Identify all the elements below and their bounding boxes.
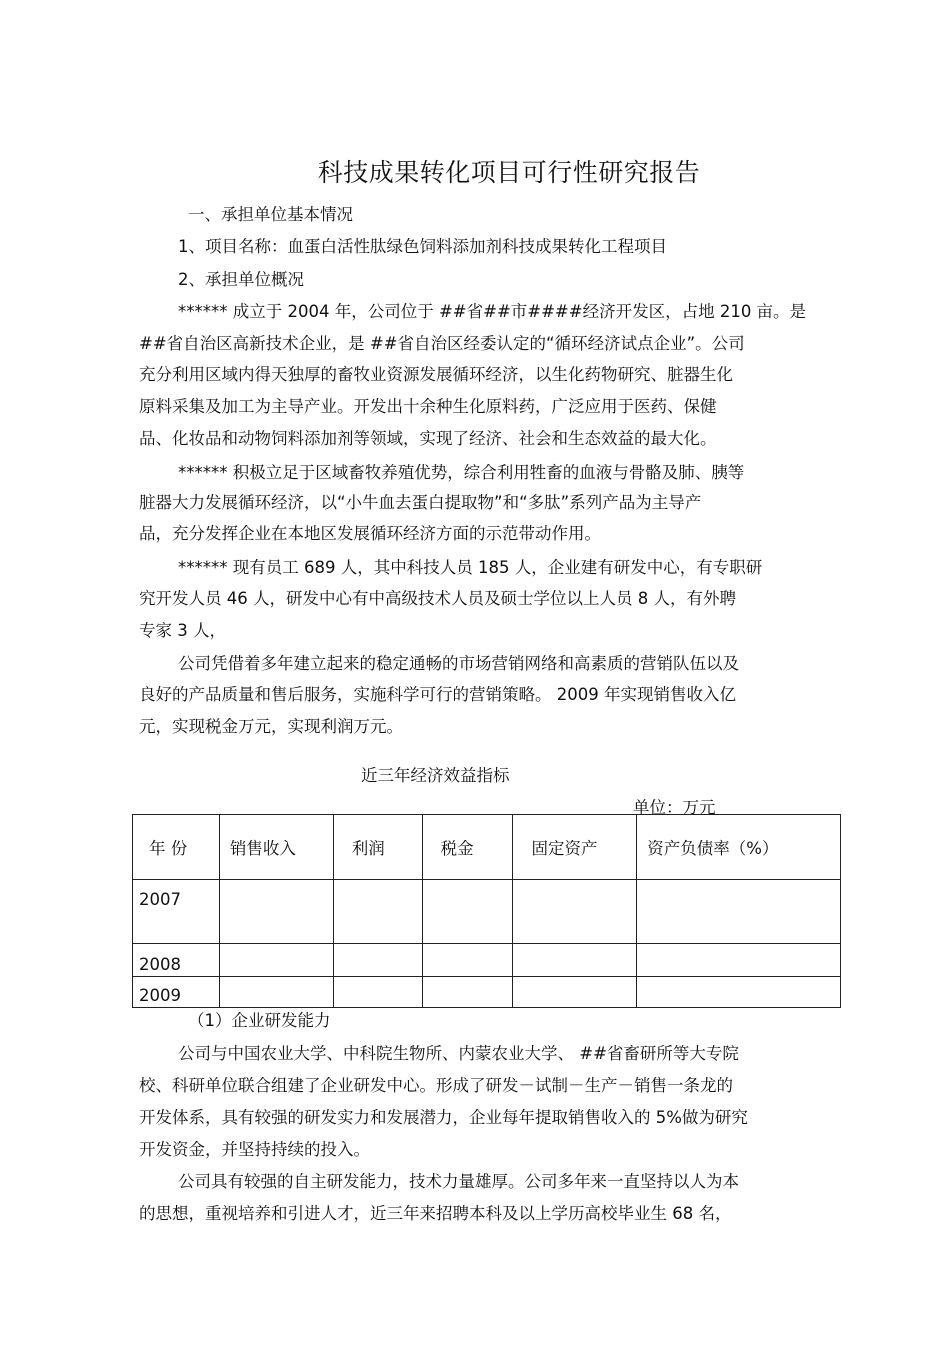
paragraph-line: 开发资金，并坚持持续的投入。 (139, 1140, 370, 1159)
table-cell (333, 977, 422, 1008)
paragraph-line: 品，充分发挥企业在本地区发展循环经济方面的示范带动作用。 (139, 524, 601, 543)
paragraph-line: 公司与中国农业大学、中科院生物所、内蒙农业大学、 ##省畜研所等大专院 (178, 1044, 739, 1063)
paragraph-line: ##省自治区高新技术企业，是 ##省自治区经委认定的“循环经济试点企业”。公司 (139, 334, 745, 353)
subsection-heading: （1）企业研发能力 (188, 1011, 331, 1030)
paragraph-line: 的思想，重视培养和引进人才，近三年来招聘本科及以上学历高校毕业生 68 名， (139, 1204, 732, 1223)
table-header-row (133, 815, 841, 880)
header-debt-ratio: 资产负债率（%） (637, 815, 841, 880)
table-cell (219, 977, 333, 1008)
paragraph-line: 元，实现税金万元，实现利润万元。 (139, 717, 403, 736)
table-row (133, 880, 841, 944)
project-name-line: 1、项目名称：血蛋白活性肽绿色饲料添加剂科技成果转化工程项目 (178, 237, 667, 256)
header-sales-revenue: 销售收入 (219, 815, 333, 880)
paragraph-line: ****** 现有员工 689 人，其中科技人员 185 人，企业建有研发中心，有专职研 (178, 558, 763, 577)
table-cell (422, 977, 513, 1008)
paragraph-line: 原料采集及加工为主导产业。开发出十余种生化原料药，广泛应用于医药、保健 (139, 397, 717, 416)
header-fixed-assets: 固定资产 (513, 815, 637, 880)
table-cell (637, 944, 841, 977)
header-tax: 税金 (422, 815, 513, 880)
table-cell (219, 944, 333, 977)
table-cell (637, 880, 841, 944)
paragraph-line: ****** 积极立足于区域畜牧养殖优势，综合利用牲畜的血液与骨骼及肺、胰等 (178, 463, 745, 482)
header-year: 年 份 (133, 815, 220, 880)
paragraph-line: 究开发人员 46 人，研发中心有中高级技术人员及硕士学位以上人员 8 人，有外聘 (139, 589, 736, 608)
table-row (133, 977, 841, 1008)
paragraph-line: 专家 3 人， (139, 621, 226, 640)
paragraph-line: 校、科研单位联合组建了企业研发中心。形成了研发－试制－生产－销售一条龙的 (139, 1076, 733, 1095)
table-cell (422, 880, 513, 944)
paragraph-line: 品、化妆品和动物饲料添加剂等领域，实现了经济、社会和生态效益的最大化。 (139, 429, 717, 448)
paragraph-line: 脏器大力发展循环经济，以“小牛血去蛋白提取物”和“多肽”系列产品为主导产 (139, 493, 702, 512)
document-title: 科技成果转化项目可行性研究报告 (317, 158, 701, 187)
paragraph-line: 公司凭借着多年建立起来的稳定通畅的市场营销网络和高素质的营销队伍以及 (178, 654, 739, 673)
paragraph-line: 良好的产品质量和售后服务，实施科学可行的营销策略。 2009 年实现销售收入亿 (139, 685, 736, 704)
table-cell (219, 880, 333, 944)
year-cell: 2008 (133, 944, 220, 977)
table-cell (513, 977, 637, 1008)
subsection-heading: 2、承担单位概况 (178, 270, 304, 289)
table-row (133, 944, 841, 977)
table-cell (333, 944, 422, 977)
year-cell: 2007 (133, 880, 220, 944)
table-cell (637, 977, 841, 1008)
table-cell (422, 944, 513, 977)
table-unit: 单位：万元 (633, 798, 716, 817)
paragraph-line: 充分利用区域内得天独厚的畜牧业资源发展循环经济，以生化药物研究、脏器生化 (139, 365, 733, 384)
paragraph-line: ****** 成立于 2004 年，公司位于 ##省##市####经济开发区，占地 210 亩。是 (178, 302, 807, 321)
paragraph-line: 开发体系，具有较强的研发实力和发展潜力，企业每年提取销售收入的 5%做为研究 (139, 1108, 748, 1127)
section-heading: 一、承担单位基本情况 (188, 205, 353, 224)
header-profit: 利润 (333, 815, 422, 880)
year-cell: 2009 (133, 977, 220, 1008)
table-cell (513, 880, 637, 944)
paragraph-line: 公司具有较强的自主研发能力，技术力量雄厚。公司多年来一直坚持以人为本 (178, 1172, 739, 1191)
economic-indicators-table (132, 814, 841, 1008)
table-cell (513, 944, 637, 977)
table-caption: 近三年经济效益指标 (361, 766, 510, 785)
table-cell (333, 880, 422, 944)
